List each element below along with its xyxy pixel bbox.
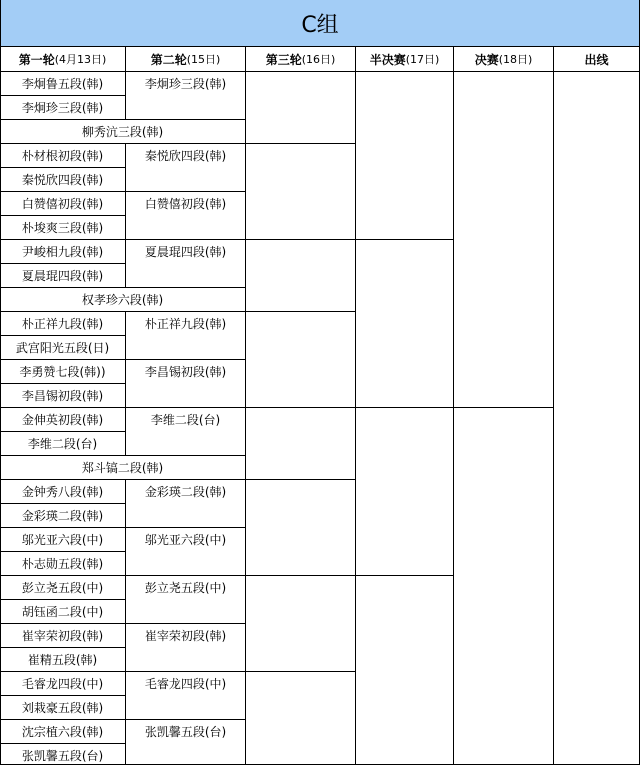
- round2-player: 毛睿龙四段(中): [144, 676, 227, 691]
- round1-player: 崔宰荣初段(韩): [21, 628, 104, 643]
- header-round3: 第三轮 (16日): [265, 52, 336, 67]
- round2-player: 金彩瑛二段(韩): [144, 484, 227, 499]
- round1-player: 崔精五段(韩): [27, 652, 98, 667]
- round2-player: 张凯馨五段(台): [144, 724, 227, 739]
- round1-player: 白赞僖初段(韩): [21, 196, 104, 211]
- round1-player: 朴志勋五段(韩): [21, 556, 104, 571]
- round1-bye-player: 郑斗镐二段(韩): [81, 460, 164, 475]
- round2-player: 李维二段(台): [150, 412, 221, 427]
- round1-player: 李维二段(台): [27, 436, 98, 451]
- header-qualified: 出线: [584, 52, 609, 67]
- round2-player: 夏晨琨四段(韩): [144, 244, 227, 259]
- header-round2: 第二轮 (15日): [150, 52, 221, 67]
- round1-player: 金钟秀八段(韩): [21, 484, 104, 499]
- round1-player: 李炯珍三段(韩): [21, 100, 104, 115]
- round1-player: 毛睿龙四段(中): [21, 676, 104, 691]
- round1-player: 邬光亚六段(中): [21, 532, 104, 547]
- round2-player: 朴正祥九段(韩): [144, 316, 227, 331]
- round1-player: 沈宗植六段(韩): [21, 724, 104, 739]
- round1-player: 彭立尧五段(中): [21, 580, 104, 595]
- round1-player: 张凯馨五段(台): [21, 748, 104, 763]
- round2-player: 崔宰荣初段(韩): [144, 628, 227, 643]
- round1-player: 武宫阳光五段(日): [15, 340, 110, 355]
- round2-player: 白赞僖初段(韩): [144, 196, 227, 211]
- header-round1: 第一轮 (4月13日): [18, 52, 107, 67]
- round1-player: 李勇赞七段(韩)): [19, 364, 106, 379]
- round1-player: 夏晨琨四段(韩): [21, 268, 104, 283]
- round2-player: 彭立尧五段(中): [144, 580, 227, 595]
- round1-player: 秦悦欣四段(韩): [21, 172, 104, 187]
- round2-player: 秦悦欣四段(韩): [144, 148, 227, 163]
- round1-player: 胡钰函二段(中): [21, 604, 104, 619]
- round1-player: 金彩瑛二段(韩): [21, 508, 104, 523]
- group-title: C组: [0, 0, 640, 47]
- round2-player: 邬光亚六段(中): [144, 532, 227, 547]
- round2-player: 李炯珍三段(韩): [144, 76, 227, 91]
- round1-player: 朴材根初段(韩): [21, 148, 104, 163]
- round1-player: 朴正祥九段(韩): [21, 316, 104, 331]
- round2-player: 李昌锡初段(韩): [144, 364, 227, 379]
- round1-player: 刘栽豪五段(韩): [21, 700, 104, 715]
- round1-player: 李昌锡初段(韩): [21, 388, 104, 403]
- header-semifinal: 半决赛 (17日): [369, 52, 440, 67]
- round1-player: 金伸英初段(韩): [21, 412, 104, 427]
- round1-player: 尹峻相九段(韩): [21, 244, 104, 259]
- round1-bye-player: 权孝珍六段(韩): [81, 292, 164, 307]
- round1-player: 李炯鲁五段(韩): [21, 76, 104, 91]
- round1-player: 朴埈爽三段(韩): [21, 220, 104, 235]
- round1-bye-player: 柳秀沆三段(韩): [81, 124, 164, 139]
- header-final: 决赛 (18日): [474, 52, 533, 67]
